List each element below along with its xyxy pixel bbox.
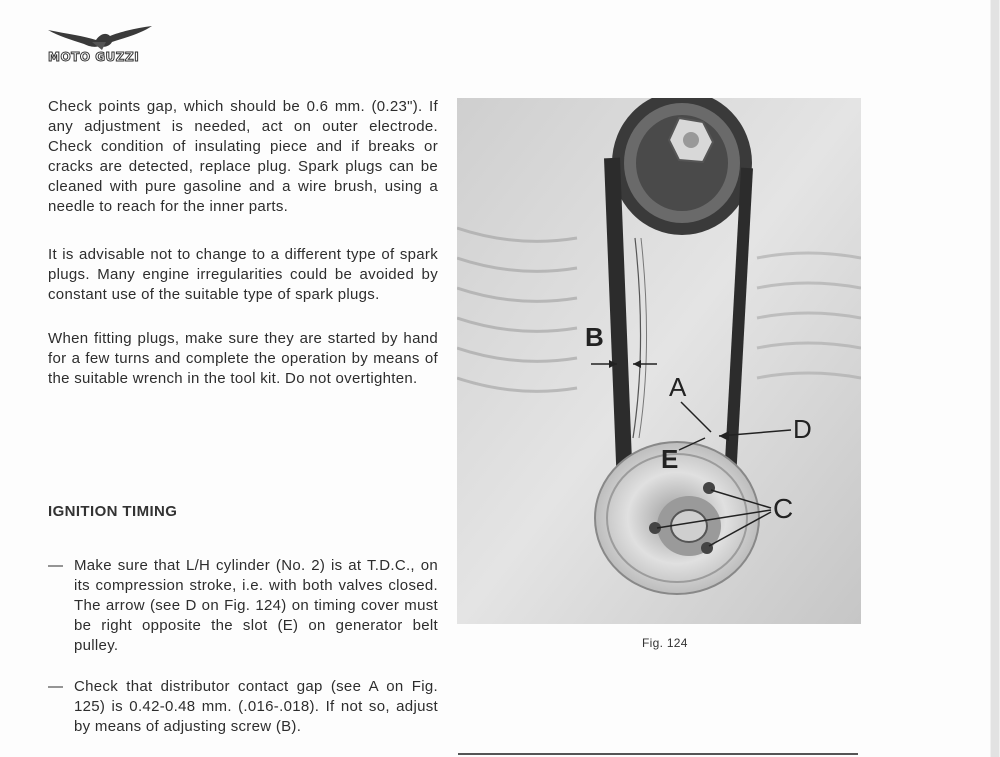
belt-pulley-illustration	[457, 98, 861, 624]
list-dash: —	[48, 557, 64, 574]
list-item-text: Check that distributor contact gap (see A on Fig. 125) is 0.42-0.48 mm. (.016-.018). If not so, adjust by means of adjusting screw (B).	[74, 678, 438, 735]
paragraph-fitting-plugs: When fitting plugs, make sure they are started by hand for a few turns and complete the operation by means of the suitable wrench in the tool kit. Do not overtighten.	[48, 330, 438, 387]
figure-124-photo	[457, 98, 861, 624]
page-bottom-rule	[458, 753, 858, 755]
section-heading: IGNITION TIMING	[48, 503, 178, 520]
label-b: B	[585, 322, 604, 352]
label-c: C	[773, 493, 794, 524]
label-e: E	[661, 444, 679, 474]
scrollbar-thumb[interactable]	[991, 0, 999, 757]
list-item	[48, 677, 438, 737]
label-a: A	[669, 372, 687, 402]
paragraph-plug-type: It is advisable not to change to a different type of spark plugs. Many engine irregularities could be avoided by constant use of the suitable type of spark plugs.	[48, 246, 438, 303]
paragraph-spark-plug-gap: Check points gap, which should be 0.6 mm. (0.23"). If any adjustment is needed, act on outer electrode. Check condition of insulating piece and if breaks or cracks are detected, replace plug. Spark plugs can be cleaned with pure gasoline and a wire brush, using a needle to reach for the inner parts.	[48, 98, 438, 215]
list-dash: —	[48, 678, 64, 695]
vertical-scrollbar[interactable]	[990, 0, 1000, 757]
figure-caption: Fig. 124	[642, 636, 688, 650]
label-d: D	[793, 414, 812, 444]
list-item	[48, 556, 438, 656]
brand-logo-text: MOTO GUZZI	[48, 50, 140, 64]
list-item-text: Make sure that L/H cylinder (No. 2) is at T.D.C., on its compression stroke, i.e. with both valves closed. The arrow (see D on Fig. 124) on timing cover must be right opposite the slot (E) on generator belt pulley.	[74, 557, 438, 654]
